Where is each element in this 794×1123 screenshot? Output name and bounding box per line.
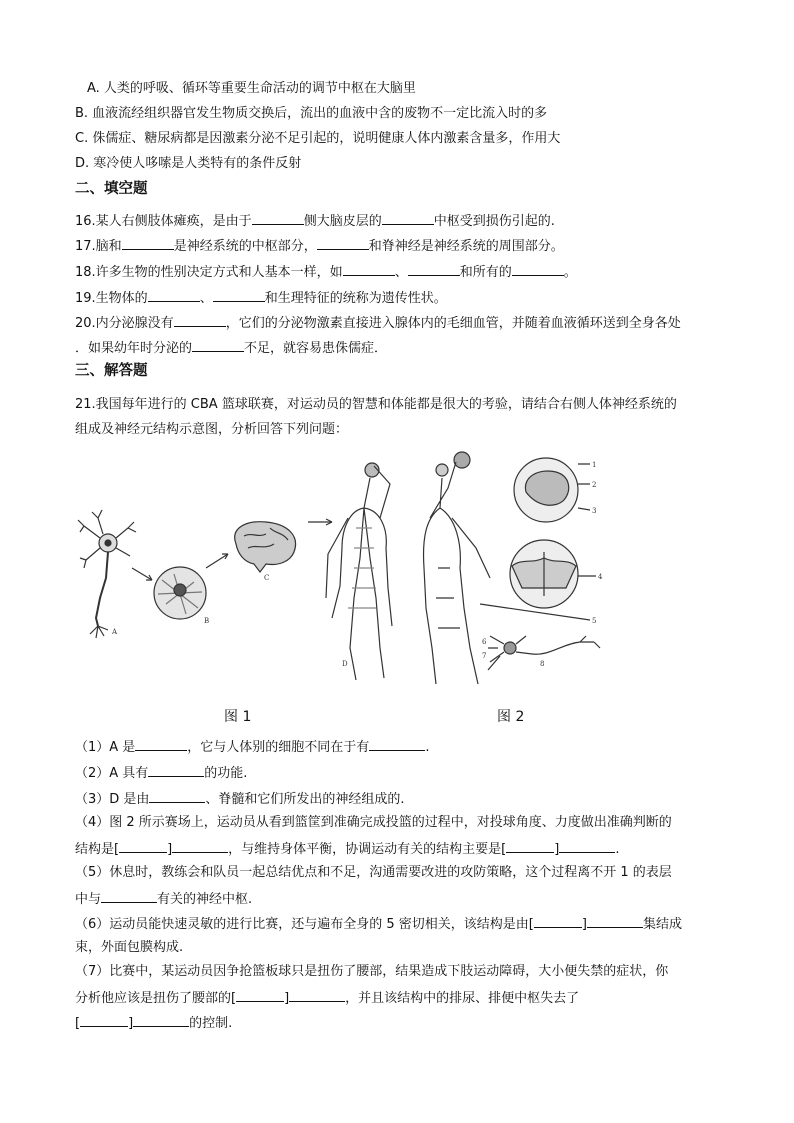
basketball-player-figure (424, 452, 490, 684)
sub-question-4-line1: （4）图 2 所示赛场上，运动员从看到篮筐到准确完成投篮的过程中，对投球角度、力度做出准确判断的 (75, 815, 672, 830)
answer-blank[interactable] (289, 988, 345, 1002)
section-3-title: 三、解答题 (75, 363, 148, 379)
label-d: D (342, 660, 348, 668)
answer-blank[interactable] (149, 789, 205, 803)
option-a: A. 人类的呼吸、循环等重要生命活动的调节中枢在大脑里 (87, 81, 416, 96)
answer-blank[interactable] (192, 338, 244, 352)
answer-blank[interactable] (587, 914, 643, 928)
answer-blank[interactable] (506, 839, 554, 853)
sub-question-6-line1: （6）运动员能快速灵敏的进行比赛，还与遍布全身的 5 密切相关，该结构是由[ ] 集结成 (75, 914, 682, 934)
neuron-closeup (482, 636, 600, 670)
sub-question-7-line1: （7）比赛中，某运动员因争抢篮板球只是扭伤了腰部，结果造成下肢运动障碍，大小便失禁的症状，你 (75, 964, 669, 979)
question-21-line2: 组成及神经元结构示意图，分析回答下列问题： (75, 422, 349, 437)
option-c: C. 侏儒症、糖尿病都是因激素分泌不足引起的，说明健康人体内激素含量多，作用大 (75, 131, 561, 146)
answer-blank[interactable] (119, 839, 167, 853)
label-b: B (204, 617, 210, 625)
answer-blank[interactable] (236, 988, 284, 1002)
answer-blank[interactable] (172, 839, 228, 853)
nerve-tissue-diagram-b (154, 567, 209, 625)
answer-blank[interactable] (122, 236, 174, 250)
human-figure-d (326, 463, 392, 680)
answer-blank[interactable] (252, 211, 304, 225)
answer-blank[interactable] (408, 262, 460, 276)
answer-blank[interactable] (80, 1013, 128, 1027)
answer-blank[interactable] (317, 236, 369, 250)
label-2: 2 (592, 481, 597, 489)
sub-question-4-line2: 结构是[ ] ，与维持身体平衡，协调运动有关的结构主要是[ ] . (75, 839, 619, 859)
answer-blank[interactable] (559, 839, 615, 853)
answer-blank[interactable] (101, 889, 157, 903)
answer-blank[interactable] (369, 737, 425, 751)
label-5: 5 (592, 617, 597, 625)
section-2-title: 二、填空题 (75, 181, 148, 197)
sub-question-7-line3: [ ] 的控制. (75, 1013, 232, 1033)
answer-blank[interactable] (133, 1013, 189, 1027)
answer-blank[interactable] (135, 737, 187, 751)
question-16: 16.某人右侧肢体瘫痪，是由于 侧大脑皮层的 中枢受到损伤引起的. (75, 211, 555, 231)
answer-blank[interactable] (174, 313, 226, 327)
sub-question-6-line2: 束，外面包膜构成. (75, 940, 184, 955)
question-17: 17.脑和 是神经系统的中枢部分， 和脊神经是神经系统的周围部分。 (75, 236, 564, 256)
brain-diagram-c (235, 522, 296, 582)
question-20-line1: 20.内分泌腺没有 ，它们的分泌物激素直接进入腺体内的毛细血管，并随着血液循环送到全身各处 (75, 313, 681, 333)
answer-blank[interactable] (343, 262, 395, 276)
sub-question-7-line2: 分析他应该是扭伤了腰部的[ ] ，并且该结构中的排尿、排便中枢失去了 (75, 988, 579, 1008)
option-b: B. 血液流经组织器官发生物质交换后，流出的血液中含的废物不一定比流入时的多 (75, 106, 548, 121)
question-19: 19.生物体的 、 和生理特征的统称为遗传性状。 (75, 288, 447, 308)
sub-question-3: （3）D 是由 、脊髓和它们所发出的神经组成的. (75, 789, 405, 809)
brain-closeup (514, 458, 596, 522)
sub-question-5-line2: 中与 有关的神经中枢. (75, 889, 252, 909)
spinal-cord-closeup (510, 540, 603, 608)
label-1: 1 (592, 461, 597, 469)
label-c: C (264, 574, 270, 582)
label-4: 4 (598, 573, 603, 581)
option-d: D. 寒冷使人哆嗦是人类特有的条件反射 (75, 156, 302, 171)
sub-question-2: （2）A 具有 的功能. (75, 763, 247, 783)
label-a: A (112, 628, 118, 636)
answer-blank[interactable] (534, 914, 582, 928)
question-20-line2: ．如果幼年时分泌的 不足，就容易患侏儒症． (75, 338, 387, 358)
answer-blank[interactable] (213, 288, 265, 302)
answer-blank[interactable] (512, 262, 564, 276)
label-3: 3 (592, 507, 597, 515)
question-21-line1: 21.我国每年进行的 CBA 篮球联赛，对运动员的智慧和体能都是很大的考验，请结合右侧人体神经系统的 (75, 397, 677, 412)
question-18: 18.许多生物的性别决定方式和人基本一样，如 、 和所有的 。 (75, 262, 577, 282)
sub-question-1: （1）A 是 ，它与人体别的细胞不同在于有 . (75, 737, 429, 757)
figure-2-caption: 图 2 (497, 709, 525, 725)
neuron-diagram-a (78, 510, 136, 638)
figure-1-caption: 图 1 (224, 709, 252, 725)
label-6: 6 (482, 638, 487, 646)
answer-blank[interactable] (148, 763, 204, 777)
nervous-system-figure (70, 448, 630, 698)
answer-blank[interactable] (148, 288, 200, 302)
sub-question-5-line1: （5）休息时，教练会和队员一起总结优点和不足，沟通需要改进的攻防策略，这个过程离不开 1 的表层 (75, 865, 672, 880)
label-7: 7 (482, 652, 487, 660)
answer-blank[interactable] (382, 211, 434, 225)
label-8: 8 (540, 660, 545, 668)
